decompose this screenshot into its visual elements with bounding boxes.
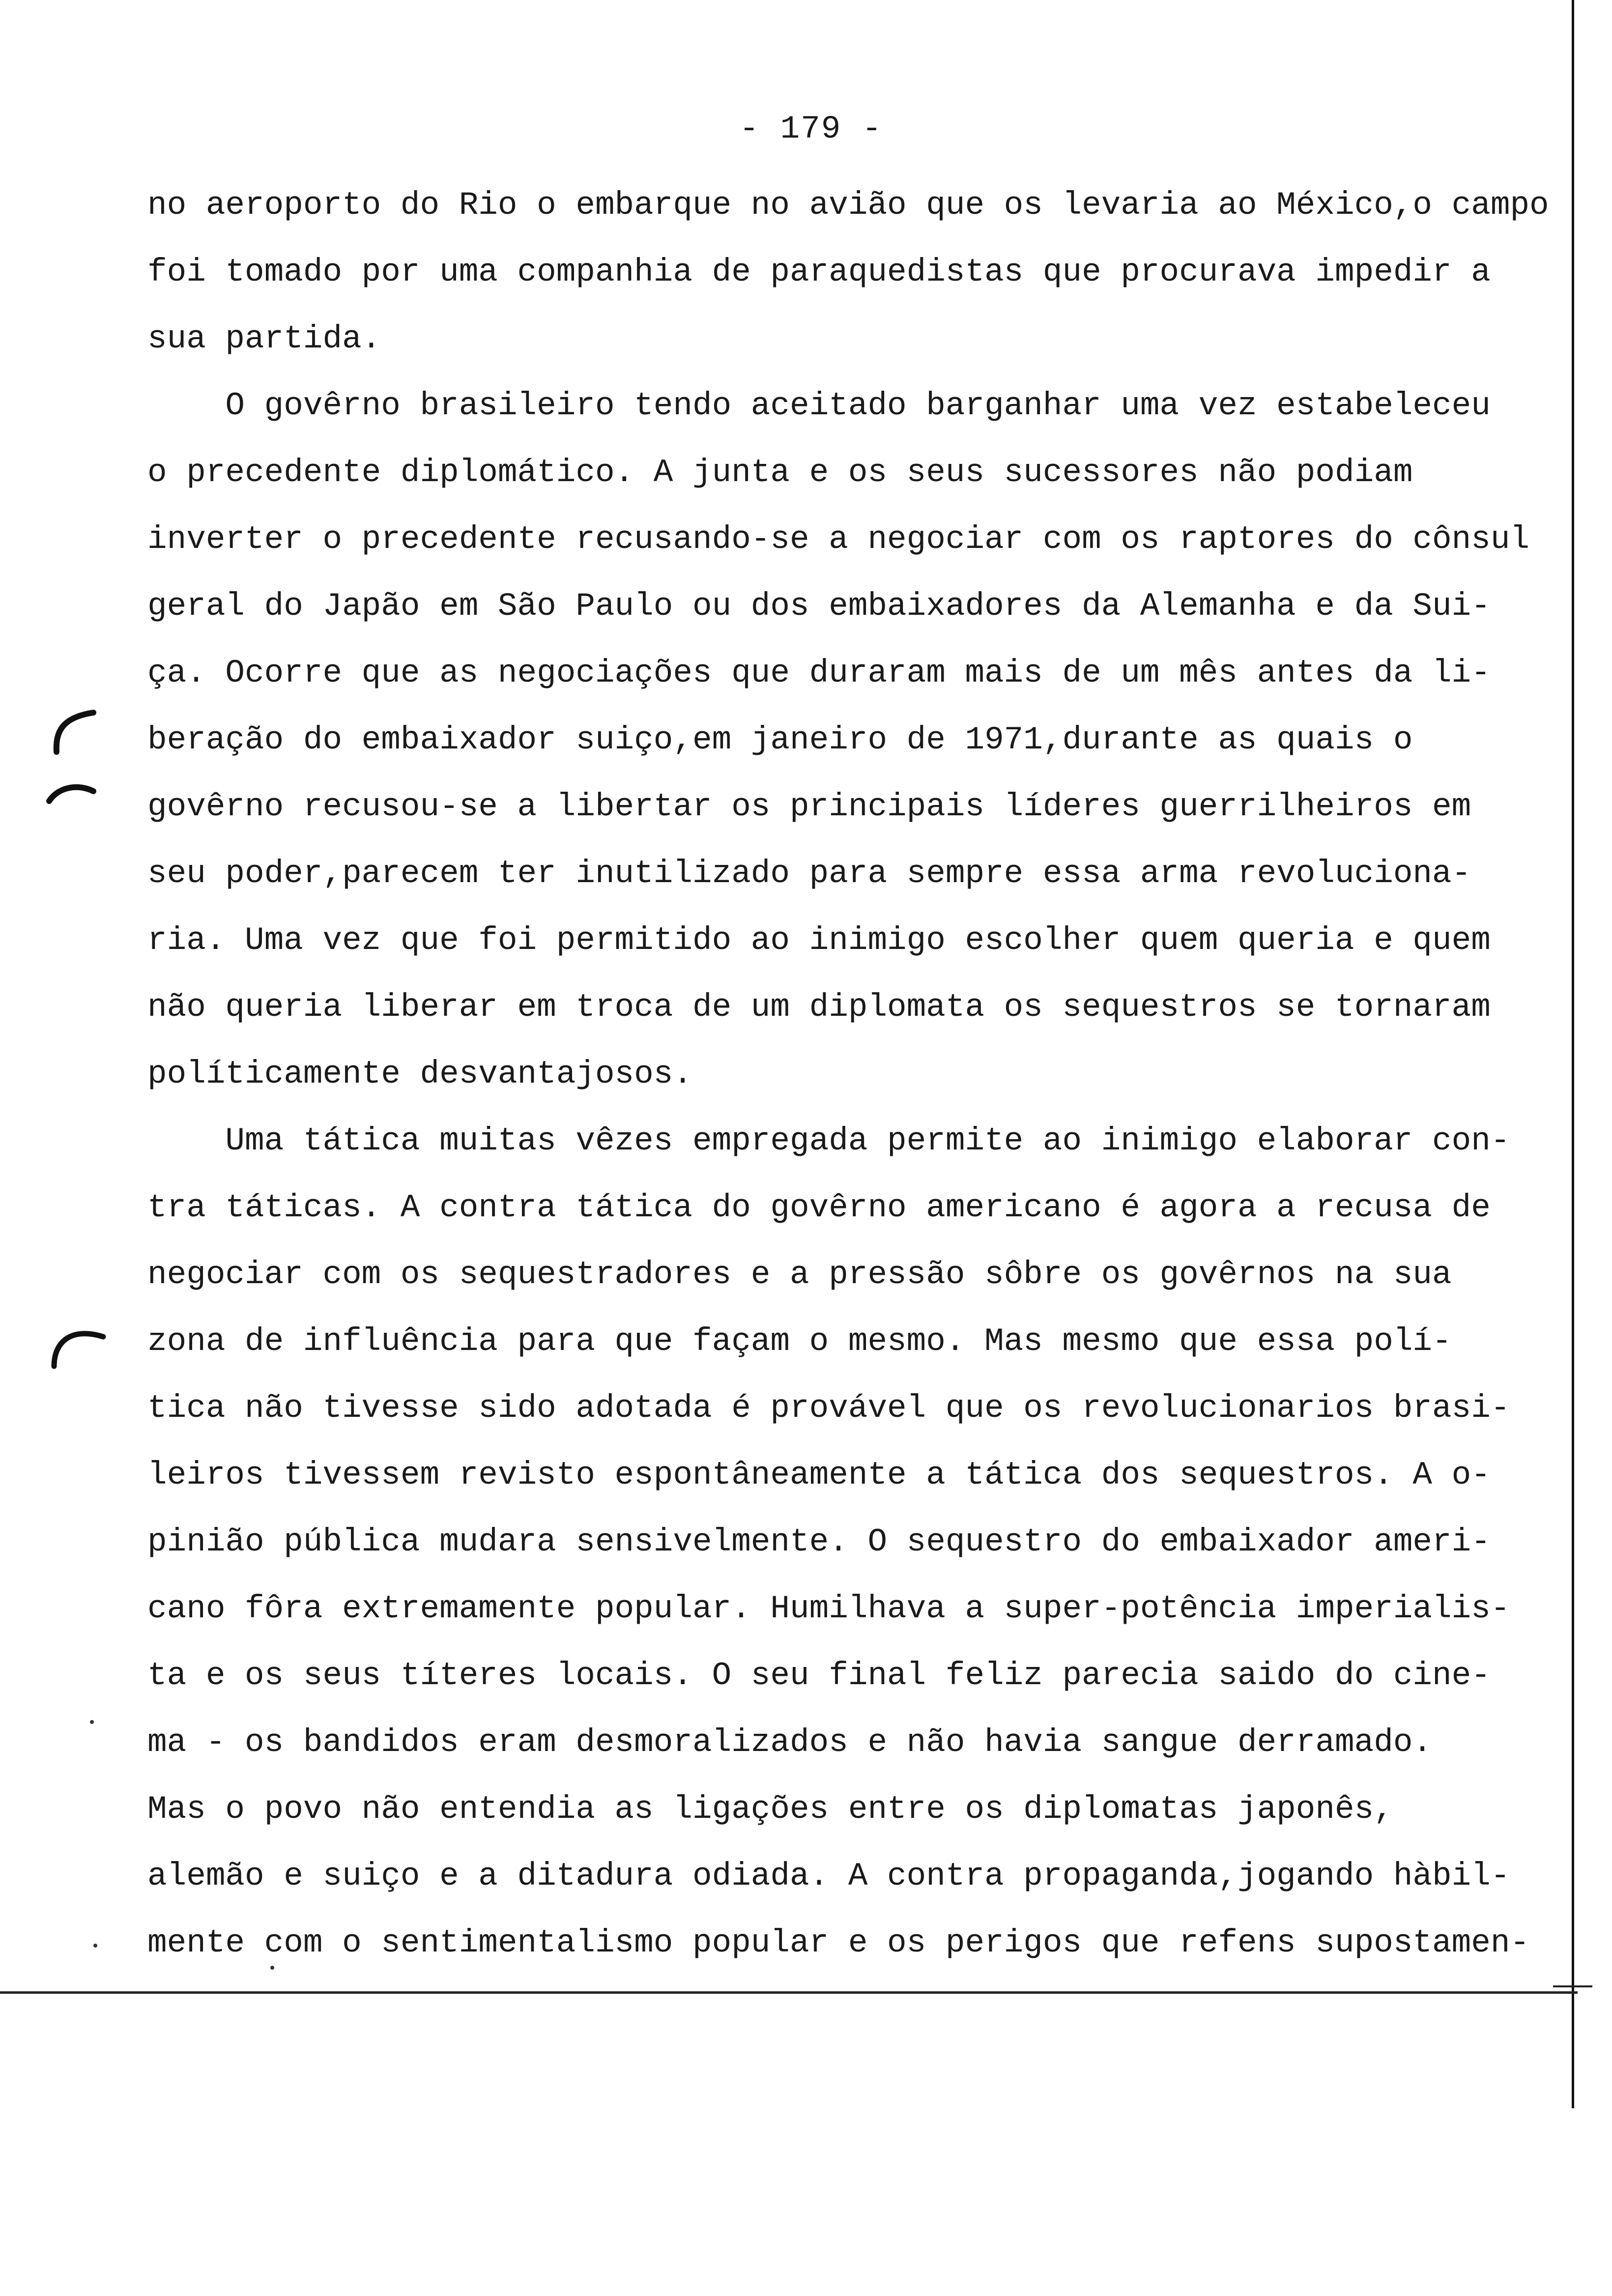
text-line: ma - os bandidos eram desmoralizados e não havia sangue derramado. — [147, 1724, 1433, 1761]
bottom-rule-tick — [1553, 1985, 1592, 1987]
text-line: políticamente desvantajosos. — [147, 1056, 692, 1092]
text-line: ria. Uma vez que foi permitido ao inimigo escolher quem queria e quem — [147, 922, 1491, 959]
text-line: leiros tivessem revisto espontâneamente a tática dos sequestros. A o- — [147, 1457, 1491, 1493]
text-line: foi tomado por uma companhia de paraquedistas que procurava impedir a — [147, 254, 1491, 290]
text-line: não queria liberar em troca de um diplomata os sequestros se tornaram — [147, 989, 1491, 1026]
body-text — [147, 172, 1553, 1977]
text-line: beração do embaixador suiço,em janeiro de 1971,durante as quais o — [147, 721, 1413, 758]
speck — [90, 1720, 94, 1724]
text-line: inverter o precedente recusando-se a negociar com os raptores do cônsul — [147, 521, 1530, 558]
text-line: o precedente diplomático. A junta e os seus sucessores não podiam — [147, 454, 1413, 491]
text-line: ça. Ocorre que as negociações que duraram mais de um mês antes da li- — [147, 655, 1491, 691]
text-line: O govêrno brasileiro tendo aceitado barganhar uma vez estabeleceu — [147, 387, 1491, 424]
text-line: cano fôra extremamente popular. Humilhava a super-potência imperialis- — [147, 1590, 1510, 1627]
text-line: pinião pública mudara sensivelmente. O sequestro do embaixador ameri- — [147, 1523, 1491, 1560]
text-line: alemão e suiço e a ditadura odiada. A contra propaganda,jogando hàbil- — [147, 1858, 1510, 1894]
margin-bracket-mark — [47, 1317, 111, 1371]
text-line: zona de influência para que façam o mesmo. Mas mesmo que essa polí- — [147, 1323, 1452, 1360]
text-line: geral do Japão em São Paulo ou dos embaixadores da Alemanha e da Sui- — [147, 588, 1491, 625]
text-line: ta e os seus títeres locais. O seu final feliz parecia saido do cine- — [147, 1657, 1491, 1694]
margin-bracket-mark — [47, 703, 101, 757]
right-margin-rule — [1572, 0, 1574, 2108]
text-line: mente com o sentimentalismo popular e os perigos que refens supostamen- — [147, 1924, 1530, 1961]
text-line: negociar com os sequestradores e a pressão sôbre os govêrnos na sua — [147, 1256, 1452, 1293]
margin-bracket-mark — [44, 776, 98, 806]
text-line: sua partida. — [147, 320, 381, 357]
speck — [93, 1944, 97, 1948]
text-line: Uma tática muitas vêzes empregada permite ao inimigo elaborar con- — [147, 1122, 1510, 1159]
text-line: Mas o povo não entendia as ligações entre os diplomatas japonês, — [147, 1791, 1393, 1828]
speck — [270, 1966, 274, 1970]
text-line: no aeroporto do Rio o embarque no avião que os levaria ao México,o campo — [147, 187, 1549, 224]
text-line: tica não tivesse sido adotada é provável que os revolucionarios brasi- — [147, 1390, 1510, 1427]
text-line: seu poder,parecem ter inutilizado para sempre essa arma revoluciona- — [147, 855, 1471, 892]
page-number: - 179 - — [739, 111, 883, 147]
bottom-rule — [0, 1991, 1578, 1994]
text-line: govêrno recusou-se a libertar os principais líderes guerrilheiros em — [147, 788, 1471, 825]
text-line: tra táticas. A contra tática do govêrno americano é agora a recusa de — [147, 1189, 1491, 1226]
